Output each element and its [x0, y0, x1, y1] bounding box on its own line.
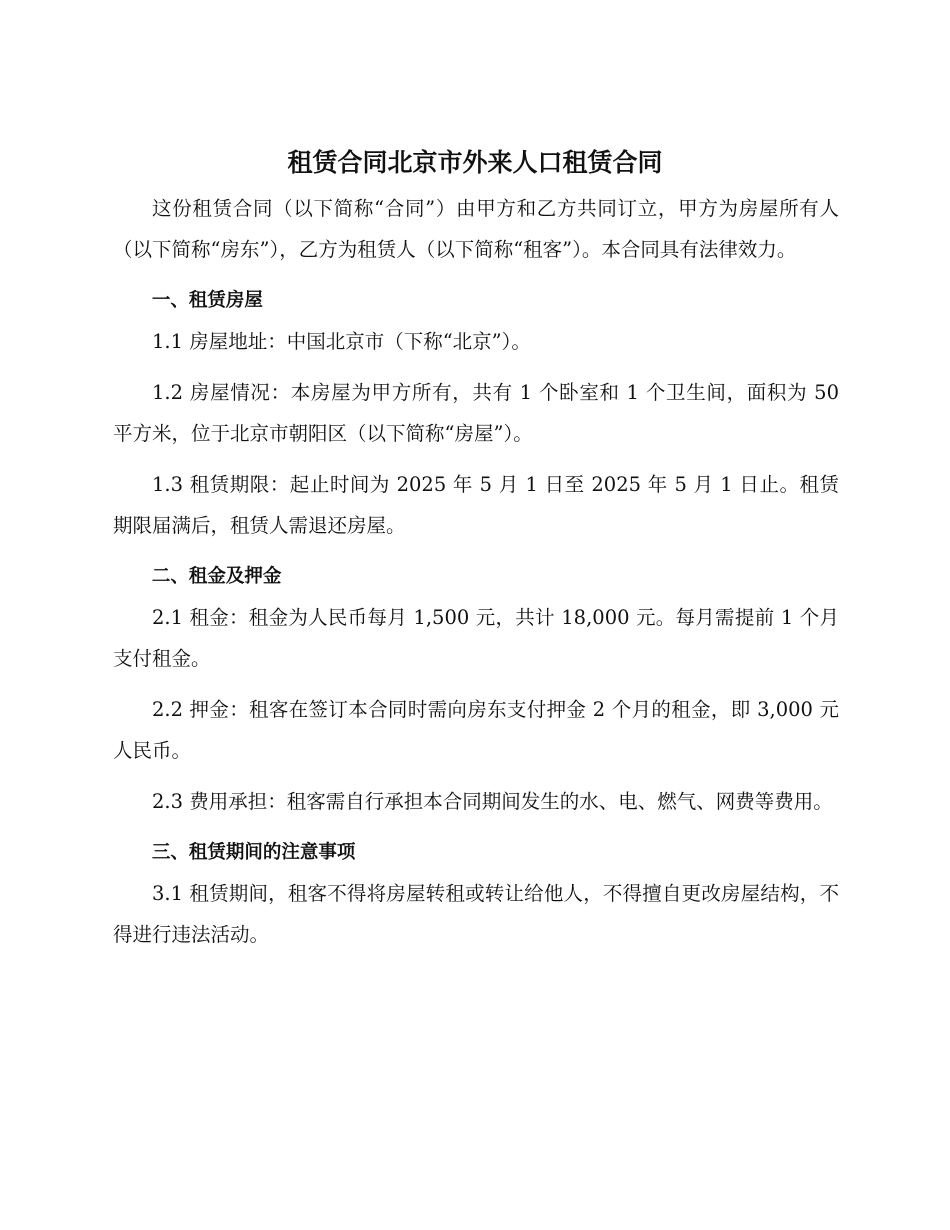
section-1-heading: 一、租赁房屋 [151, 290, 263, 311]
clause-1-2: 1.2 房屋情况：本房屋为甲方所有，共有 1 个卧室和 1 个卫生间，面积为 50 平方米，位于北京市朝阳区（以下简称“房屋”）。 [113, 381, 839, 445]
clause-1-3: 1.3 租赁期限：起止时间为 2025 年 5 月 1 日至 2025 年 5 月 1 日止。租赁期限届满后，租赁人需退还房屋。 [113, 473, 839, 537]
intro-paragraph: 这份租赁合同（以下简称“合同”）由甲方和乙方共同订立，甲方为房屋所有人（以下简称“房东”），乙方为租赁人（以下简称“租客”）。本合同具有法律效力。 [113, 197, 839, 261]
clause-2-3: 2.3 费用承担：租客需自行承担本合同期间发生的水、电、燃气、网费等费用。 [152, 790, 833, 813]
document-body [113, 188, 839, 955]
section-3-heading: 三、租赁期间的注意事项 [151, 842, 356, 863]
clause-1-1: 1.1 房屋地址：中国北京市（下称“北京”）。 [152, 330, 531, 353]
section-2-heading: 二、租金及押金 [151, 566, 282, 587]
clause-2-2: 2.2 押金：租客在签订本合同时需向房东支付押金 2 个月的租金，即 3,000 元人民币。 [113, 698, 839, 762]
clause-3-1: 3.1 租赁期间，租客不得将房屋转租或转让给他人，不得擅自更改房屋结构，不得进行违法活动。 [113, 882, 839, 946]
document-title: 租赁合同北京市外来人口租赁合同 [287, 148, 663, 177]
clause-2-1: 2.1 租金：租金为人民币每月 1,500 元，共计 18,000 元。每月需提前 1 个月支付租金。 [113, 606, 839, 670]
